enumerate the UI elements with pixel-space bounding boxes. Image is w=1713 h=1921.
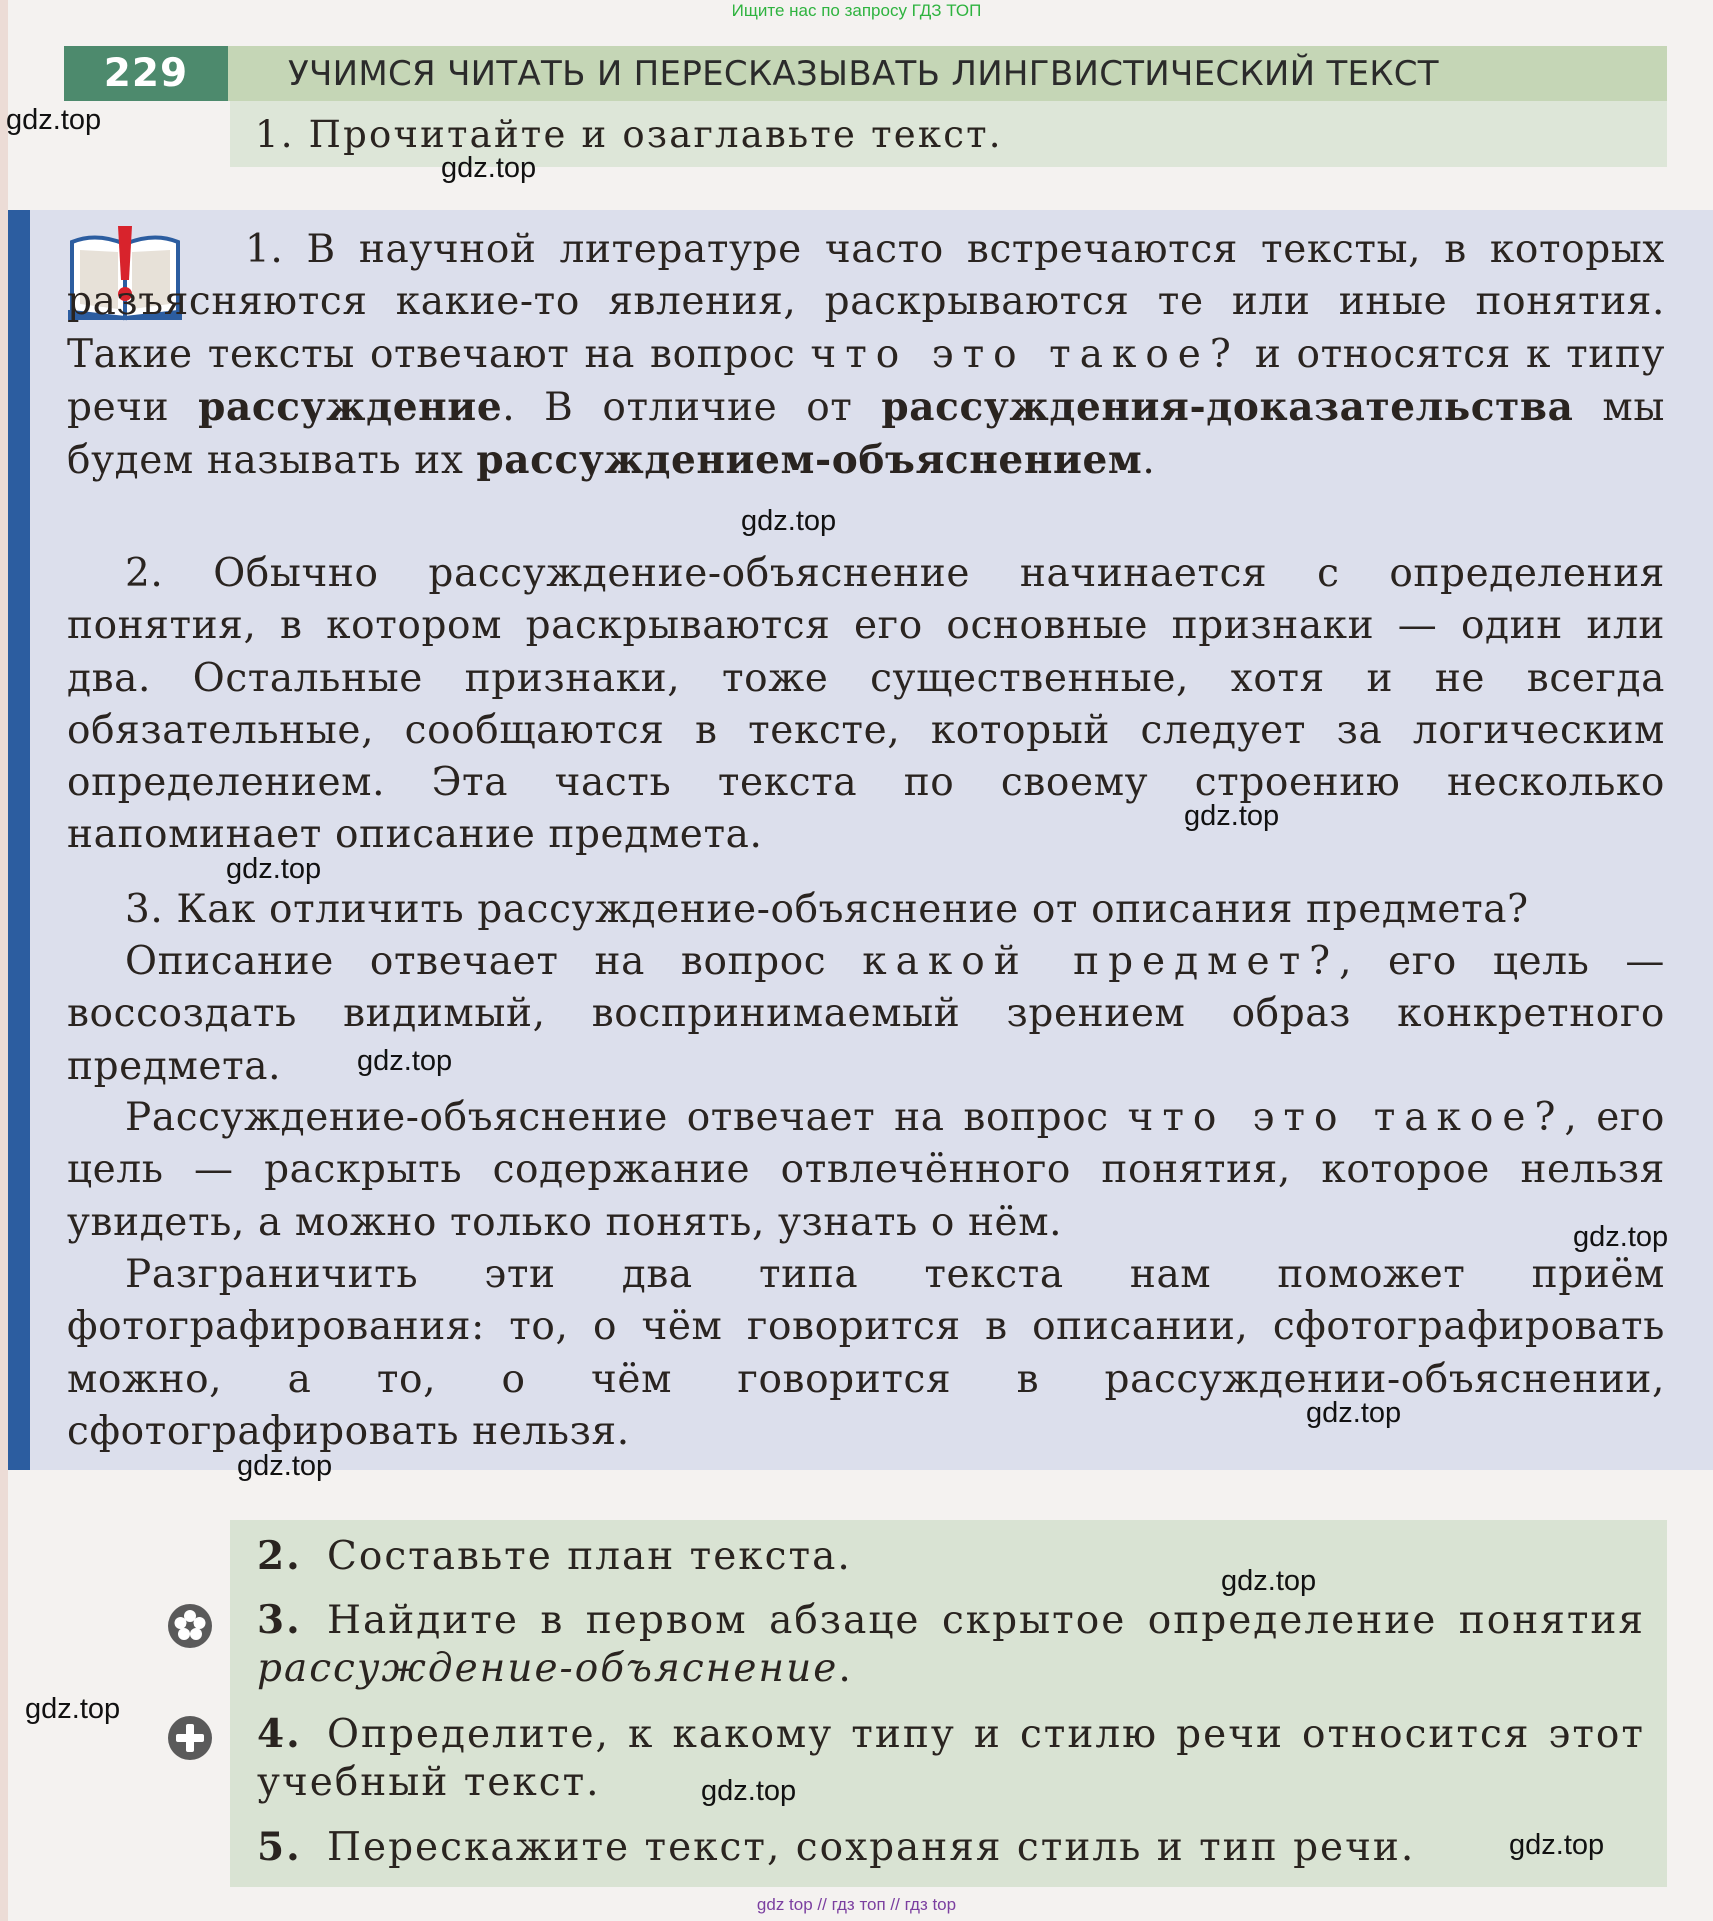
flower-circle-icon	[166, 1602, 214, 1650]
watermark: gdz.top	[1306, 1397, 1402, 1429]
p4-text-b: , его цель — воссоздать видимый, воспринимаемый зрением образ конкретного предмета.	[67, 939, 1665, 1089]
watermark: gdz.top	[6, 104, 102, 136]
task-3	[257, 1596, 1645, 1693]
watermark: gdz.top	[226, 853, 322, 885]
watermark: gdz.top	[237, 1450, 333, 1482]
watermark: gdz.top	[1184, 800, 1280, 832]
p1-text-b: и относятся к типу речи	[67, 331, 1665, 430]
paragraph-3: 3. Как отличить рассуждение-объяснение от описания предмета?	[125, 887, 1529, 932]
plus-circle-icon	[166, 1714, 214, 1762]
exercise-number: 229	[64, 46, 228, 101]
task-3-number: 3.	[257, 1597, 302, 1643]
watermark: gdz.top	[25, 1693, 121, 1725]
paragraph-6: Разграничить эти два типа текста нам поможет приём фотографирования: то, о чём говорится в описании, сфотографировать можно, а то, о чём говорится в рассуждении-объяснении, сфотографировать нельзя.	[67, 1252, 1665, 1454]
term-reasoning-proof: рассуждения-доказательства	[881, 383, 1574, 430]
watermark: gdz.top	[357, 1045, 453, 1077]
task-5-number: 5.	[257, 1824, 302, 1870]
task-4	[257, 1710, 1645, 1807]
p5-question: что это такое?	[1127, 1095, 1565, 1140]
task-2-number: 2.	[257, 1533, 302, 1579]
task-1: 1. Прочитайте и озаглавьте текст.	[230, 101, 1667, 167]
p1-text-c: . В отличие от	[502, 384, 882, 430]
task-3-tail: .	[838, 1646, 853, 1691]
watermark: gdz.top	[441, 152, 537, 184]
watermark: gdz.top	[1509, 1829, 1605, 1861]
p4-question: какой предмет?	[862, 939, 1340, 984]
bottom-banner[interactable]: gdz top // гдз топ // гдз top	[756, 1895, 957, 1914]
p1-question: что это такое?	[810, 331, 1240, 377]
watermark: gdz.top	[1221, 1565, 1317, 1597]
term-reasoning-explanation: рассуждением-объяснением	[476, 437, 1143, 484]
paragraph-5	[67, 1092, 1665, 1249]
watermark: gdz.top	[741, 505, 837, 537]
task-2-text: Составьте план текста.	[327, 1534, 852, 1579]
task-2	[257, 1532, 1645, 1581]
exercise-header	[64, 46, 1667, 101]
p4-text-a: Описание отвечает на вопрос	[125, 939, 863, 984]
page-edge	[0, 0, 8, 1921]
paragraph-2: 2. Обычно рассуждение-объяснение начинается с определения понятия, в котором раскрываются его основные признаки — один или два. Остальные признаки, тоже существенные, хотя и не всегда обязательные, сообщаются в тексте, который следует за логическим определением. Эта часть текста по своему строению несколько напоминает описание предмета.	[67, 551, 1665, 858]
p1-text-a: 1. В научной литературе часто встречаются тексты, в которых разъясняются какие-то явления, раскрываются те или иные понятия. Такие тексты отвечают на вопрос	[67, 227, 1665, 377]
term-reasoning: рассуждение	[198, 383, 503, 430]
watermark: gdz.top	[701, 1775, 797, 1807]
task-3-term: рассуждение-объяснение	[257, 1646, 839, 1691]
task-5-text: Перескажите текст, сохраняя стиль и тип речи.	[327, 1825, 1416, 1870]
watermark: gdz.top	[1573, 1221, 1669, 1253]
top-banner[interactable]: Ищите нас по запросу ГДЗ ТОП	[731, 1, 982, 20]
paragraph-1	[67, 224, 1665, 487]
task-5	[257, 1823, 1645, 1872]
task-3-text: Найдите в первом абзаце скрытое определение понятия	[327, 1598, 1645, 1643]
p1-text-e: .	[1142, 438, 1156, 484]
task-4-number: 4.	[257, 1711, 302, 1757]
paragraph-4	[67, 936, 1665, 1093]
p1-text-d: мы будем называть их	[67, 384, 1665, 484]
p5-text-a: Рассуждение-объяснение отвечает на вопрос	[125, 1095, 1128, 1140]
task-4-text: Определите, к какому типу и стилю речи относится этот учебный текст.	[257, 1712, 1645, 1805]
p5-text-b: , его цель — раскрыть содержание отвлечённого понятия, которое нельзя увидеть, а можно только понять, узнать о нём.	[67, 1095, 1666, 1245]
exercise-title: УЧИМСЯ ЧИТАТЬ И ПЕРЕСКАЗЫВАТЬ ЛИНГВИСТИЧЕСКИЙ ТЕКСТ	[228, 46, 1667, 101]
